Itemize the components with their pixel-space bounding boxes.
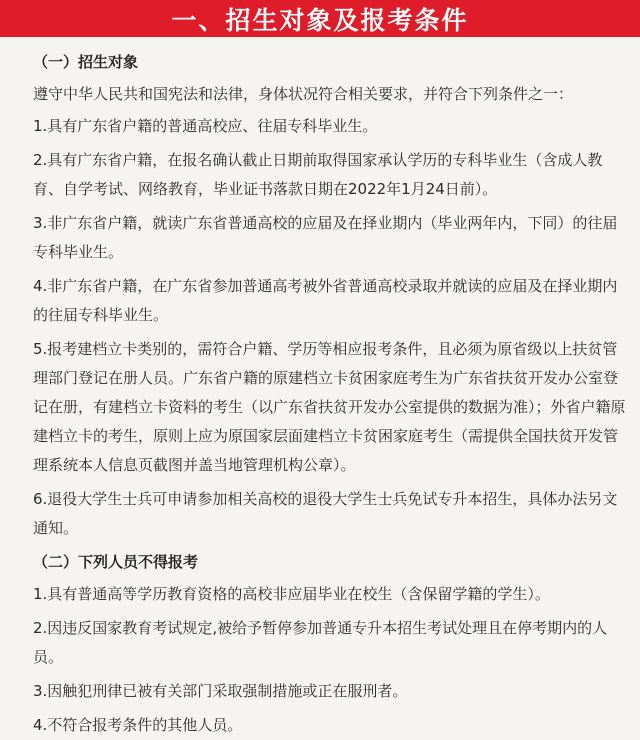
section1-item-3: 3.非广东省户籍，就读广东省普通高校的应届及在择业期内（毕业两年内，下同）的往届专科毕业生。: [33, 214, 618, 261]
section2-title: （二）下列人员不得报考: [33, 553, 199, 571]
section2-item-2: 2.因违反国家教育考试规定,被给予暂停参加普通专升本招生考试处理且在停考期内的人员。: [33, 619, 608, 666]
section1-intro: 遵守中华人民共和国宪法和法律，身体状况符合相关要求，并符合下列条件之一：: [33, 85, 574, 103]
section2-item-3: 3.因触犯刑律已被有关部门采取强制措施或正在服刑者。: [33, 682, 408, 700]
section1-item-4: 4.非广东省户籍，在广东省参加普通高考被外省普通高校录取并就读的应届及在择业期内的往届专科毕业生。: [33, 277, 618, 324]
header-title: 一、招生对象及报考条件: [171, 5, 469, 35]
document-body: [0, 37, 640, 740]
section1-item-5: 5.报考建档立卡类别的，需符合户籍、学历等相应报考条件，且必须为原省级以上扶贫管理部门登记在册人员。广东省户籍的原建档立卡贫困家庭考生为广东省扶贫开发办公室登记在册，有建档立卡资料的考生（以广东省扶贫开发办公室提供的数据为准）；外省户籍原建档立卡的考生，原则上应为原国家层面建档立卡贫困家庭考生（需提供全国扶贫开发管理系统本人信息页截图并盖当地管理机构公章）。: [33, 340, 626, 474]
section2-item-4: 4.不符合报考条件的其他人员。: [33, 716, 243, 734]
section1-item-2: 2.具有广东省户籍，在报名确认截止日期前取得国家承认学历的专科毕业生（含成人教育、自学考试、网络教育，毕业证书落款日期在2022年1月24日前）。: [33, 151, 603, 198]
section2-item-1: 1.具有普通高等学历教育资格的高校非应届毕业在校生（含保留学籍的学生）。: [33, 585, 550, 603]
section1-title: （一）招生对象: [33, 53, 139, 71]
section-header-banner: [0, 0, 640, 37]
section1-item-1: 1.具有广东省户籍的普通高校应、往届专科毕业生。: [33, 117, 378, 135]
section1-item-6: 6.退役大学生士兵可申请参加相关高校的退役大学生士兵免试专升本招生，具体办法另文通知。: [33, 490, 618, 537]
